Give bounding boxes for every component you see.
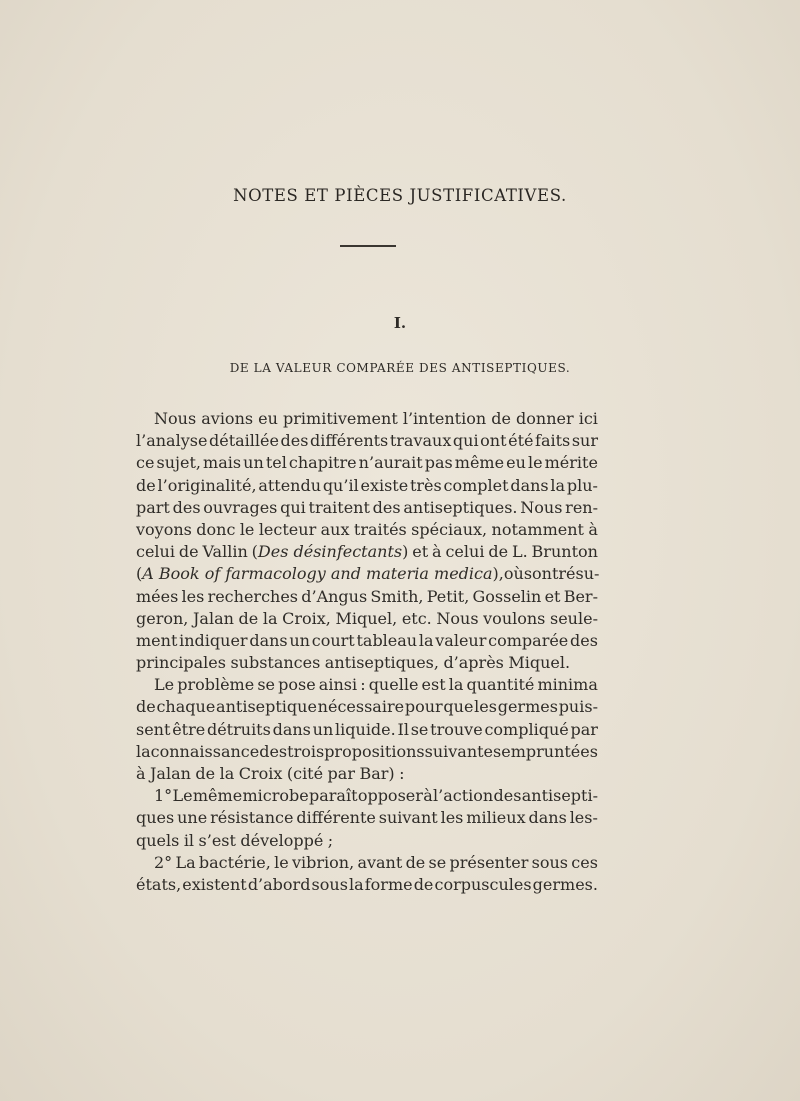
word: qui: [280, 497, 306, 517]
word: spéciaux,: [411, 519, 488, 539]
word: se: [257, 675, 275, 695]
word: sent: [136, 719, 171, 739]
text-line: [136, 475, 598, 497]
word: la: [550, 475, 566, 495]
word: aux: [320, 519, 350, 539]
word: Ber-: [563, 586, 598, 606]
word: ment: [136, 630, 178, 650]
word: (cité: [286, 764, 324, 783]
text-line: [136, 741, 598, 763]
word: antisepti-: [521, 786, 598, 806]
word: principales: [136, 653, 226, 673]
word: Il: [397, 719, 409, 739]
word: connaissance: [150, 741, 260, 761]
word: sur: [571, 431, 598, 451]
word: notamment: [491, 519, 584, 539]
word: à: [423, 786, 433, 806]
word: sont: [523, 564, 559, 584]
word: existe: [360, 475, 409, 495]
word: pour: [404, 697, 443, 717]
text-line: [136, 830, 598, 852]
text-line: [136, 519, 598, 541]
word: détruits: [206, 719, 271, 739]
word: voulons: [483, 608, 546, 628]
word: traitent: [308, 497, 370, 517]
word: à: [136, 764, 146, 783]
word: des: [570, 630, 598, 650]
word: travaux: [389, 431, 452, 451]
word: qu’il: [322, 475, 359, 495]
word: tel: [265, 453, 287, 473]
word: d’abord: [247, 874, 311, 894]
word: être: [172, 719, 206, 739]
word: des: [280, 431, 309, 451]
word: et: [544, 586, 561, 606]
word: seule-: [550, 608, 598, 628]
word: chapitre: [288, 453, 357, 473]
word: s’est: [198, 830, 236, 850]
word: Le: [172, 786, 193, 806]
page-title: NOTES ET PIÈCES JUSTIFICATIVES.: [233, 186, 567, 205]
word: d’Angus: [301, 586, 368, 606]
text-line: [136, 563, 598, 585]
word: avant: [357, 852, 403, 872]
word: paraît: [309, 786, 358, 806]
word: antiseptique: [216, 697, 317, 717]
word: la: [219, 764, 235, 783]
word: milieux: [466, 808, 526, 828]
word: Gosselin: [472, 586, 542, 606]
word: microbe: [242, 786, 309, 806]
word: antiseptiques.: [403, 497, 518, 517]
text-line: [136, 674, 598, 696]
word: l’originalité,: [157, 475, 257, 495]
word: forme: [364, 874, 413, 894]
word: ce: [136, 453, 155, 473]
word: nécessaire: [317, 697, 405, 717]
word: ;: [327, 830, 334, 850]
word: Smith,: [370, 586, 424, 606]
word: Nous: [520, 497, 563, 517]
text-line: [136, 719, 598, 741]
word: de: [178, 542, 199, 562]
word: puis-: [558, 697, 598, 717]
word: Nous: [154, 409, 197, 428]
word: Croix: [238, 764, 283, 783]
word: ren-: [565, 497, 598, 517]
word: qui: [452, 431, 479, 451]
word: Bar): [359, 764, 395, 783]
word: pose: [278, 675, 316, 695]
word: de: [491, 409, 511, 428]
word: primitivement: [283, 409, 398, 428]
word: ici: [578, 409, 598, 428]
word: pas: [424, 453, 453, 473]
word: très: [409, 475, 442, 495]
word: La: [175, 852, 196, 872]
word: attendu: [258, 475, 322, 495]
word: Miquel,: [335, 608, 398, 628]
word: celui: [445, 542, 485, 562]
word: ouvrages: [203, 497, 278, 517]
word: à: [432, 542, 442, 562]
word: des: [259, 741, 288, 761]
word: part: [136, 497, 170, 517]
word: :: [360, 675, 366, 695]
word: chaque: [156, 697, 216, 717]
word: où: [503, 564, 524, 584]
word: 2°: [154, 852, 173, 872]
word: une: [177, 808, 208, 828]
word: la: [136, 741, 151, 761]
word: de: [413, 874, 434, 894]
text-line: [136, 652, 598, 674]
word: Jalan: [193, 608, 234, 628]
word: présenter: [449, 852, 529, 872]
word: existent: [182, 874, 247, 894]
word: traités: [353, 519, 407, 539]
word: donner: [516, 409, 574, 428]
body-text: [136, 408, 598, 896]
word: tableau: [356, 630, 418, 650]
word: des: [372, 497, 401, 517]
word: voyons: [136, 519, 192, 539]
word: le: [239, 519, 255, 539]
word: sujet,: [156, 453, 201, 473]
word: problème: [177, 675, 255, 695]
word: de: [136, 697, 156, 717]
word: dans: [510, 475, 549, 495]
word: bactérie,: [198, 852, 271, 872]
word: dans: [272, 719, 311, 739]
word: celui: [136, 542, 175, 562]
word: par: [327, 764, 355, 783]
word: Jalan: [150, 764, 191, 783]
text-line: [136, 608, 598, 630]
word: un: [289, 630, 310, 650]
word: geron,: [136, 608, 189, 628]
word: germes.: [532, 874, 598, 894]
word: que: [443, 697, 474, 717]
word: dans: [249, 630, 288, 650]
word: Croix,: [282, 608, 331, 628]
text-line: [136, 408, 598, 430]
word: faits: [535, 431, 571, 451]
word: résistance: [210, 808, 294, 828]
word: détaillée: [208, 431, 279, 451]
word: complet: [443, 475, 509, 495]
word: empruntées: [501, 741, 598, 761]
word: recherches: [207, 586, 299, 606]
word: mérite: [544, 453, 598, 473]
word: minima: [537, 675, 598, 695]
word: liquide.: [335, 719, 396, 739]
text-line: [136, 430, 598, 452]
text-line: [136, 785, 598, 807]
word: substances: [230, 653, 321, 673]
word: eu: [506, 453, 526, 473]
text-line: [136, 874, 598, 896]
word: sous: [311, 874, 348, 894]
word: ces: [571, 852, 598, 872]
word: quels: [136, 830, 180, 850]
word: différents: [310, 431, 389, 451]
word: trouve: [430, 719, 483, 739]
word: n’aurait: [358, 453, 423, 473]
word: suivantes: [424, 741, 502, 761]
word: se: [410, 719, 429, 739]
word: Le: [154, 675, 175, 695]
word: le: [527, 453, 543, 473]
word: de: [136, 475, 156, 495]
text-line: [136, 807, 598, 829]
word: à: [588, 519, 598, 539]
word: les: [474, 697, 497, 717]
word: des: [493, 786, 522, 806]
word: même: [454, 453, 505, 473]
word: quantité: [466, 675, 535, 695]
word: (Des désinfectants): [251, 542, 409, 562]
word: été: [508, 431, 534, 451]
word: germes: [497, 697, 558, 717]
word: Vallin: [202, 542, 248, 562]
word: les: [440, 808, 464, 828]
word: etc.: [401, 608, 432, 628]
word: :: [399, 764, 405, 783]
word: différente: [296, 808, 376, 828]
word: dans: [528, 808, 567, 828]
word: la: [448, 675, 464, 695]
text-line: [136, 586, 598, 608]
word: Brunton: [531, 542, 598, 562]
word: 1°: [154, 786, 173, 806]
word: l’action: [433, 786, 494, 806]
word: mées: [136, 586, 179, 606]
word: Nous: [436, 608, 479, 628]
word: l’analyse: [136, 431, 208, 451]
word: la: [262, 608, 278, 628]
word: plu-: [566, 475, 598, 495]
word: L.: [511, 542, 528, 562]
word: les: [181, 586, 205, 606]
word: compliqué: [484, 719, 569, 739]
text-line: [136, 763, 598, 785]
word: se: [428, 852, 447, 872]
word: donc: [196, 519, 236, 539]
word: ont: [480, 431, 507, 451]
word: ques: [136, 808, 175, 828]
word: les-: [569, 808, 598, 828]
word: le: [274, 852, 289, 872]
word: antiseptiques,: [324, 653, 439, 673]
word: Miquel.: [508, 653, 571, 673]
word: états,: [136, 874, 182, 894]
word: la: [349, 874, 364, 894]
word: sous: [531, 852, 569, 872]
text-line: [136, 452, 598, 474]
word: Petit,: [426, 586, 470, 606]
word: même: [192, 786, 243, 806]
word: de: [405, 852, 426, 872]
word: la: [418, 630, 434, 650]
text-line: [136, 541, 598, 563]
word: quelle: [368, 675, 419, 695]
word: vibrion,: [291, 852, 355, 872]
word: avions: [201, 409, 254, 428]
word: suivant: [378, 808, 438, 828]
word: opposer: [357, 786, 423, 806]
word: trois: [287, 741, 325, 761]
word: eu: [258, 409, 278, 428]
word: et: [412, 542, 429, 562]
word: (A Book of farmacology and materia medica),: [136, 564, 504, 584]
word: de: [488, 542, 509, 562]
word: corpuscules: [434, 874, 532, 894]
word: d’après: [443, 653, 504, 673]
word: est: [421, 675, 446, 695]
word: comparée: [488, 630, 569, 650]
word: l’intention: [402, 409, 487, 428]
word: développé: [240, 830, 324, 850]
title-divider: [340, 245, 396, 247]
text-line: [136, 630, 598, 652]
word: un: [312, 719, 334, 739]
text-line: [136, 696, 598, 718]
word: de: [238, 608, 259, 628]
section-number: I.: [393, 314, 407, 332]
word: court: [311, 630, 355, 650]
word: valeur: [435, 630, 487, 650]
text-line: [136, 852, 598, 874]
word: lecteur: [258, 519, 317, 539]
word: indiquer: [179, 630, 248, 650]
word: par: [570, 719, 598, 739]
word: de: [195, 764, 216, 783]
text-line: [136, 497, 598, 519]
word: ainsi: [318, 675, 358, 695]
word: mais: [203, 453, 242, 473]
word: résu-: [558, 564, 600, 584]
section-title: DE LA VALEUR COMPARÉE DES ANTISEPTIQUES.: [229, 361, 571, 375]
word: il: [183, 830, 195, 850]
word: un: [243, 453, 264, 473]
word: propositions: [324, 741, 425, 761]
word: des: [172, 497, 201, 517]
